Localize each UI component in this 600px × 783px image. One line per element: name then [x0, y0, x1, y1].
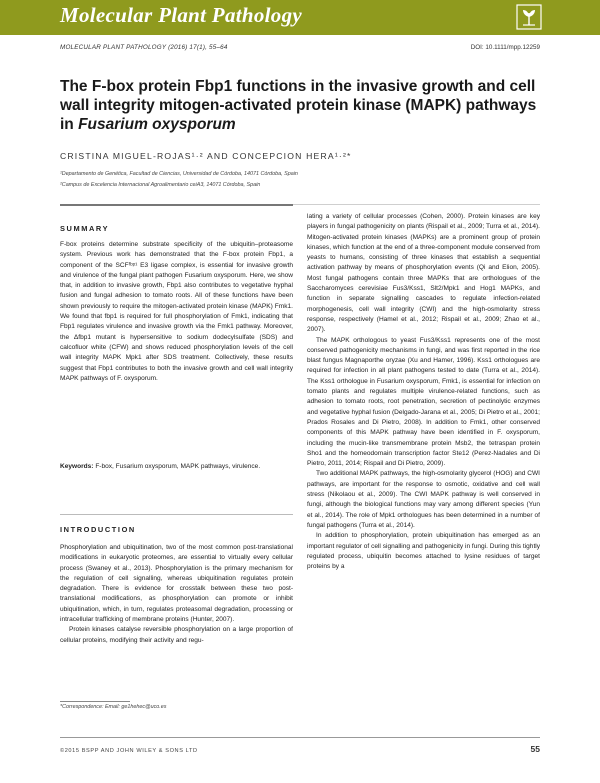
- author-list: CRISTINA MIGUEL-ROJAS¹·² AND CONCEPCION HERA¹·²*: [60, 151, 352, 161]
- summary-heading: SUMMARY: [60, 224, 110, 233]
- keywords-label: Keywords:: [60, 463, 94, 470]
- right-paragraph-4: In addition to phosphorylation, protein ubiquitination has emerged as an important regulator of cell signalling and pathogenicity in fungi. During this tightly regulated process, ubiquitin becomes attached to lysine residues of target proteins by a: [307, 532, 540, 571]
- intro-divider: [60, 514, 293, 515]
- affiliation-2: ²Campus de Excelencia Internacional Agroalimentario ceiA3, 14071 Córdoba, Spain: [60, 182, 261, 188]
- article-title-species: Fusarium oxysporum: [78, 116, 236, 133]
- right-paragraph-1: lating a variety of cellular processes (Cohen, 2000). Protein kinases are key players in fungal pathogenicity on plants (Rispail et al., 2009; Turra et al., 2014). Mitogen-activated protein kinases (MAPKs) are a prominent group of protein kinases, which function at the end of a three-component module conserved from yeasts to humans, consisting of three kinases that establish a sequential activation pathway by means of phosphorylation events (Qi and Elion, 2005). Most fungal pathogens contain three MAPKs that are orthologues of the Saccharomyces cerevisiae Fus3/Kss1, Slt2/Mpk1 and Hog1 MAPKs, and function in separate signalling cascades to regulate infection-related morphogenesis, cell wall integrity (CWI) and the high-osmolarity stress response, respectively (Hamel et al., 2012; Rispail et al., 2009; Zhao et al., 2007).: [307, 213, 540, 334]
- introduction-text: [60, 543, 293, 646]
- summary-divider: [60, 204, 293, 206]
- right-paragraph-2: The MAPK orthologous to yeast Fus3/Kss1 represents one of the most conserved pathogenicity mechanisms in fungi, and was first reported in the rice blast fungus Magnaporthe oryzae (Xu and Hamer, 1996). Kss1 orthologues are required for infection in all plant pathogens tested to date (Turra et al., 2014). The Kss1 orthologue in Fusarium oxysporum, Fmk1, is essential for infection on tomato plants and regulates multiple virulence-related functions, such as adhesion to tomato roots, root penetration, secretion of pectinolytic enzymes and vegetative hyphal fusion (Delgado-Jarana et al., 2005; Di Pietro et al., 2001; Prados Rosales and Di Pietro, 2008). In addition to Fmk1, other conserved components of this MAPK pathway have been identified in F. oxysporum, including the mucin-like transmembrane protein Msb2, the tetraspan protein Sho1 and the homeodomain transcription factor Ste12 (Perez-Nadales and Di Pietro, 2011, 2014; Rispail and Di Pietro, 2009).: [307, 336, 540, 468]
- intro-paragraph-2: Protein kinases catalyse reversible phosphorylation on a large proportion of cellular proteins, modifying their activity and regu-: [60, 626, 293, 644]
- keywords-text: F-box, Fusarium oxysporum, MAPK pathways, virulence.: [95, 463, 261, 470]
- intro-paragraph-1: Phosphorylation and ubiquitination, two of the most common post-translational modifications in eukaryotic proteomes, are essential to virtually every cellular process (Swaney et al., 2013). Phosphorylation is the primary mechanism for the regulation of cell signalling, whereas ubiquitination regulates protein degradation. There is evidence for crosstalk between these two post-translational modifications, as phosphorylation can promote or inhibit ubiquitination, which, in turn, regulates proteasomal degradation, processing or intracellular trafficking of membrane proteins (Hunter, 2007).: [60, 544, 293, 624]
- journal-name: Molecular Plant Pathology: [60, 3, 303, 27]
- page-number: 55: [530, 744, 540, 754]
- article-title-main: The F-box protein Fbp1 functions in the invasive growth and cell wall integrity mitogen-activated protein kinase (MAPK) pathways in: [60, 78, 537, 133]
- affiliation-1: ¹Departamento de Genética, Facultad de Ciencias, Universidad de Córdoba, 14071 Córdoba, Spain: [60, 171, 298, 177]
- journal-citation: MOLECULAR PLANT PATHOLOGY (2016) 17(1), 55–64: [60, 44, 228, 51]
- footnote-divider: [60, 701, 130, 702]
- copyright-notice: ©2015 BSPP AND JOHN WILEY & SONS LTD: [60, 748, 198, 754]
- introduction-heading: INTRODUCTION: [60, 525, 136, 534]
- article-title: [60, 77, 540, 134]
- keywords: [60, 462, 293, 472]
- correspondence-footnote: *Correspondence: Email: ge1hehec@uco.es: [60, 704, 167, 710]
- right-column-text: [307, 212, 540, 572]
- journal-logo-icon: [516, 4, 542, 30]
- journal-citation-line: [60, 44, 540, 51]
- journal-banner: [0, 0, 600, 35]
- footer-divider: [60, 737, 540, 738]
- summary-text: [60, 240, 293, 384]
- right-paragraph-3: Two additional MAPK pathways, the high-osmolarity glycerol (HOG) and CWI pathways, are important for the response to osmotic, oxidative and cell wall stress (Nikolaou et al., 2009). The CWI MAPK pathway is well conserved in fungi, although the biological functions may vary among different species (Yun et al., 2014). The role of Mpk1 orthologues has been determined in a number of fungal pathogens (Turra et al., 2014).: [307, 470, 540, 529]
- doi-link[interactable]: DOI: 10.1111/mpp.12259: [470, 44, 540, 51]
- summary-paragraph: F-box proteins determine substrate specificity of the ubiquitin–proteasome system. Previous work has demonstrated that the F-box protein Fbp1, a component of the SCFᶠᵇᵖ¹ E3 ligase complex, is essential for invasive growth and virulence of the fungal plant pathogen Fusarium oxysporum. Here, we show that, in addition to invasive growth, Fbp1 also contributes to vegetative hyphal fusion and fungal adhesion to tomato roots. All of these functions have been shown previously to require the mitogen-activated protein kinase (MAPK) Fmk1. We found that fbp1 is required for full phosphorylation of Fmk1, indicating that Fbp1 regulates virulence and invasive growth via the Fmk1 pathway. Moreover, the Δfbp1 mutant is hypersensitive to sodium dodecylsulfate (SDS) and calcofluor white (CFW) and shows reduced phosphorylation levels of the cell wall integrity MAPK Mpk1 after SDS treatment. Collectively, these results suggest that Fbp1 contributes to both the invasive growth and cell wall integrity MAPK pathways of F. oxysporum.: [60, 241, 293, 382]
